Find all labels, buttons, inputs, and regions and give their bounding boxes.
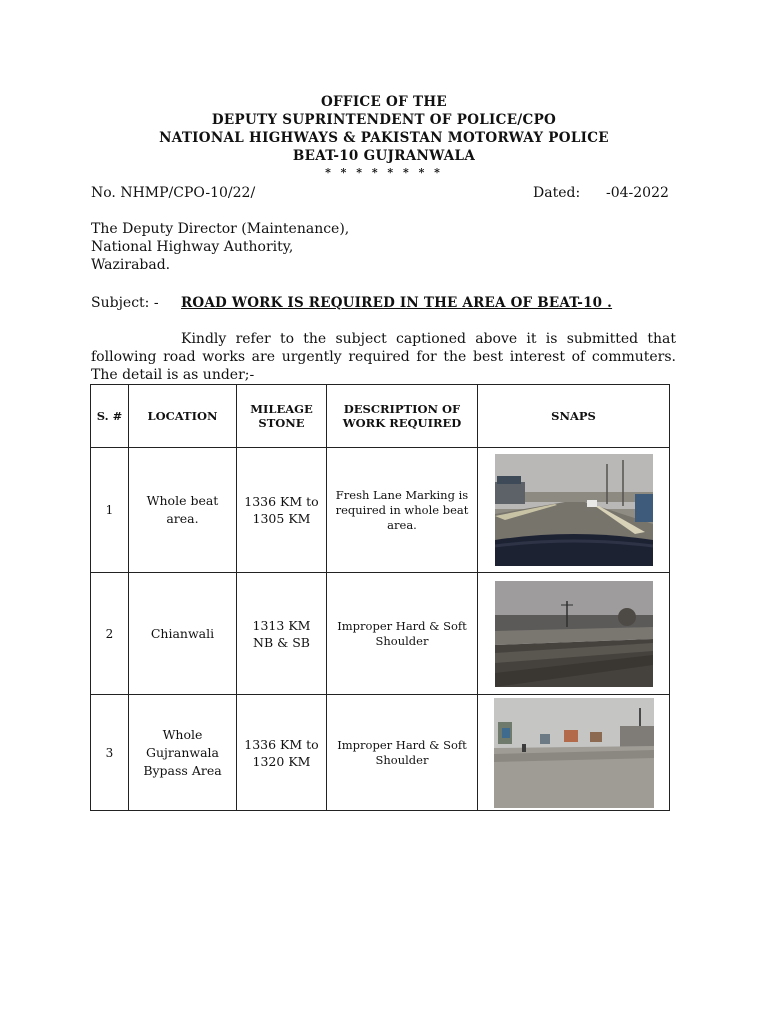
row-mileage: 1336 KM to 1305 KM [237, 448, 327, 573]
reference-number: No. NHMP/CPO-10/22/ [91, 185, 256, 201]
header-location: LOCATION [129, 385, 237, 448]
table-row [91, 573, 670, 695]
dated-value: -04-2022 [606, 185, 669, 201]
header-snaps: SNAPS [478, 385, 670, 448]
office-header-line-4: BEAT-10 GUJRANWALA [292, 148, 476, 164]
row-snap [478, 695, 670, 811]
subject-text: ROAD WORK IS REQUIRED IN THE AREA OF BEAT-10 . [181, 295, 613, 311]
subject-label: Subject: - [91, 295, 159, 311]
header-stars-divider: * * * * * * * * [325, 166, 443, 179]
row-description: Improper Hard & Soft Shoulder [327, 573, 478, 695]
row-location: Chianwali [129, 573, 237, 695]
header-sno: S. # [91, 385, 129, 448]
header-mileage: MILEAGE STONE [237, 385, 327, 448]
row-sno: 2 [91, 573, 129, 695]
addressee-line-2: National Highway Authority, [91, 239, 294, 255]
addressee-line-1: The Deputy Director (Maintenance), [91, 221, 350, 237]
addressee-line-3: Wazirabad. [91, 257, 171, 273]
road-snap-photo-3 [494, 698, 654, 808]
row-sno: 1 [91, 448, 129, 573]
header-description: DESCRIPTION OF WORK REQUIRED [327, 385, 478, 448]
row-mileage: 1336 KM to 1320 KM [237, 695, 327, 811]
dated-label: Dated: [533, 185, 581, 201]
table-row [91, 695, 670, 811]
row-description: Improper Hard & Soft Shoulder [327, 695, 478, 811]
road-snap-photo-2 [495, 581, 653, 687]
office-header-line-2: DEPUTY SUPRINTENDENT OF POLICE/CPO [211, 112, 557, 128]
office-header-line-3: NATIONAL HIGHWAYS & PAKISTAN MOTORWAY POLICE [159, 130, 609, 146]
body-paragraph: Kindly refer to the subject captioned above it is submitted that following road works are urgently required for the best interest of commuters. The detail is as under;- [91, 331, 676, 383]
row-location: Whole beat area. [129, 448, 237, 573]
row-snap [478, 573, 670, 695]
row-mileage: 1313 KM NB & SB [237, 573, 327, 695]
office-header-line-1: OFFICE OF THE [320, 94, 447, 110]
row-snap [478, 448, 670, 573]
road-work-table [90, 384, 670, 811]
row-sno: 3 [91, 695, 129, 811]
table-row [91, 448, 670, 573]
row-location: Whole Gujranwala Bypass Area [129, 695, 237, 811]
row-description: Fresh Lane Marking is required in whole beat area. [327, 448, 478, 573]
table-header-row [91, 385, 670, 448]
road-snap-photo-1 [495, 454, 653, 566]
